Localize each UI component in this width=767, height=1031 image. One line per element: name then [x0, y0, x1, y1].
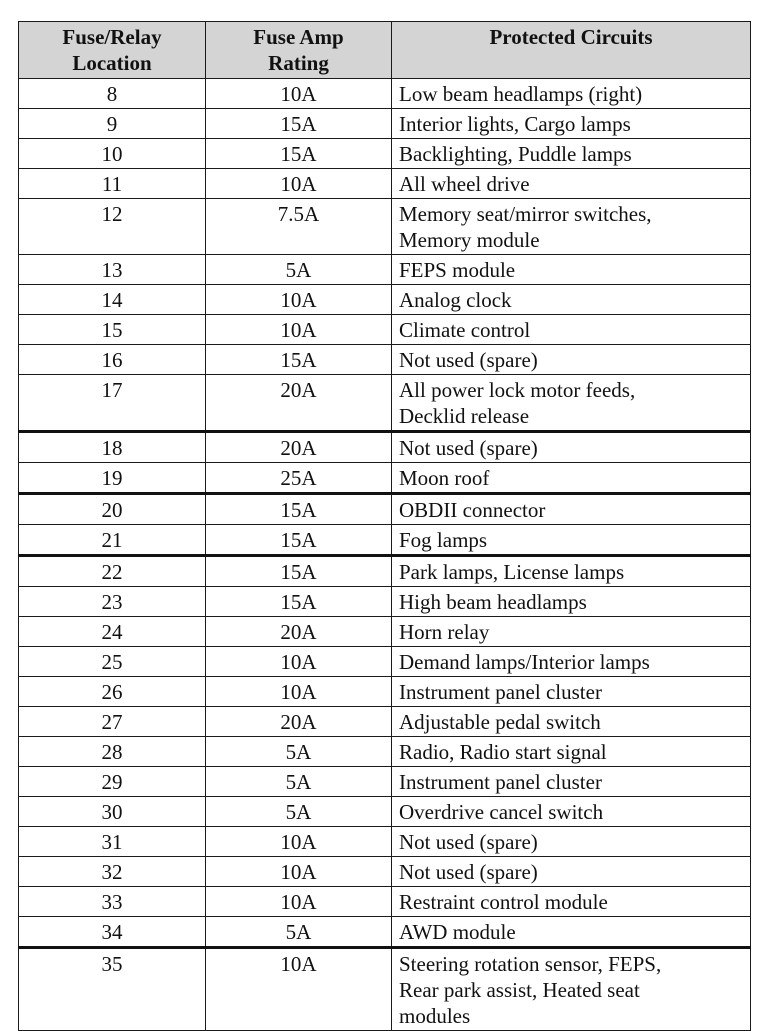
- circuit-line: Adjustable pedal switch: [399, 710, 601, 734]
- table-row: [19, 79, 751, 109]
- cell-location: 9: [19, 109, 206, 139]
- cell-amp-rating: 10A: [206, 677, 392, 707]
- circuit-line: Fog lamps: [399, 528, 488, 552]
- cell-location: 30: [19, 797, 206, 827]
- cell-protected-circuits: [392, 797, 751, 827]
- table-row: [19, 199, 751, 255]
- cell-amp-rating: 5A: [206, 797, 392, 827]
- table-row: [19, 494, 751, 525]
- circuit-line: Memory module: [399, 228, 540, 252]
- cell-protected-circuits: [392, 345, 751, 375]
- cell-protected-circuits: [392, 767, 751, 797]
- table-row: [19, 556, 751, 587]
- cell-amp-rating: 10A: [206, 315, 392, 345]
- cell-location: 15: [19, 315, 206, 345]
- table-row: [19, 525, 751, 556]
- cell-location: 24: [19, 617, 206, 647]
- cell-amp-rating: 20A: [206, 432, 392, 463]
- circuit-line: Steering rotation sensor, FEPS,: [399, 952, 662, 976]
- header-row: [19, 22, 751, 79]
- cell-location: 35: [19, 948, 206, 1031]
- cell-protected-circuits: [392, 707, 751, 737]
- table-row: [19, 432, 751, 463]
- cell-protected-circuits: [392, 432, 751, 463]
- cell-protected-circuits: [392, 139, 751, 169]
- fuse-table: [18, 21, 751, 1031]
- table-row: [19, 375, 751, 432]
- cell-amp-rating: 15A: [206, 525, 392, 556]
- cell-protected-circuits: [392, 737, 751, 767]
- cell-protected-circuits: [392, 169, 751, 199]
- cell-protected-circuits: [392, 617, 751, 647]
- circuit-line: Demand lamps/Interior lamps: [399, 650, 650, 674]
- cell-location: 32: [19, 857, 206, 887]
- circuit-line: Park lamps, License lamps: [399, 560, 625, 584]
- circuit-line: Not used (spare): [399, 860, 538, 884]
- cell-amp-rating: 10A: [206, 79, 392, 109]
- header-location-line-1: Fuse/Relay: [62, 25, 162, 49]
- cell-protected-circuits: [392, 647, 751, 677]
- cell-location: 18: [19, 432, 206, 463]
- cell-protected-circuits: [392, 525, 751, 556]
- circuit-line: FEPS module: [399, 258, 516, 282]
- cell-amp-rating: 25A: [206, 463, 392, 494]
- circuit-line: modules: [399, 1004, 471, 1028]
- cell-location: 12: [19, 199, 206, 255]
- header-location: [19, 22, 206, 79]
- circuit-line: Memory seat/mirror switches,: [399, 202, 652, 226]
- table-row: [19, 948, 751, 1031]
- cell-amp-rating: 10A: [206, 948, 392, 1031]
- cell-location: 16: [19, 345, 206, 375]
- circuit-line: Instrument panel cluster: [399, 680, 602, 704]
- cell-location: 14: [19, 285, 206, 315]
- cell-location: 11: [19, 169, 206, 199]
- table-row: [19, 285, 751, 315]
- table-row: [19, 647, 751, 677]
- cell-amp-rating: 10A: [206, 827, 392, 857]
- cell-amp-rating: 15A: [206, 556, 392, 587]
- table-row: [19, 617, 751, 647]
- cell-amp-rating: 5A: [206, 255, 392, 285]
- cell-location: 33: [19, 887, 206, 917]
- cell-protected-circuits: [392, 375, 751, 432]
- table-row: [19, 109, 751, 139]
- circuit-line: Decklid release: [399, 404, 530, 428]
- cell-protected-circuits: [392, 79, 751, 109]
- cell-location: 20: [19, 494, 206, 525]
- circuit-line: Horn relay: [399, 620, 490, 644]
- circuit-line: Climate control: [399, 318, 531, 342]
- circuit-line: All power lock motor feeds,: [399, 378, 636, 402]
- table-row: [19, 315, 751, 345]
- table-row: [19, 797, 751, 827]
- header-location-line-2: Location: [72, 51, 152, 75]
- circuit-line: Overdrive cancel switch: [399, 800, 604, 824]
- cell-amp-rating: 10A: [206, 647, 392, 677]
- circuit-line: Low beam headlamps (right): [399, 82, 643, 106]
- cell-amp-rating: 5A: [206, 767, 392, 797]
- cell-amp-rating: 15A: [206, 587, 392, 617]
- circuit-line: Analog clock: [399, 288, 512, 312]
- cell-location: 26: [19, 677, 206, 707]
- cell-location: 23: [19, 587, 206, 617]
- cell-location: 34: [19, 917, 206, 948]
- table-body: [19, 79, 751, 1031]
- table-row: [19, 827, 751, 857]
- cell-protected-circuits: [392, 315, 751, 345]
- cell-amp-rating: 20A: [206, 375, 392, 432]
- cell-protected-circuits: [392, 587, 751, 617]
- circuit-line: High beam headlamps: [399, 590, 587, 614]
- circuit-line: Backlighting, Puddle lamps: [399, 142, 632, 166]
- cell-protected-circuits: [392, 677, 751, 707]
- cell-location: 21: [19, 525, 206, 556]
- header-amp: [206, 22, 392, 79]
- cell-amp-rating: 7.5A: [206, 199, 392, 255]
- table-header: [19, 22, 751, 79]
- header-circuits: Protected Circuits: [392, 22, 751, 79]
- table-row: [19, 677, 751, 707]
- cell-location: 27: [19, 707, 206, 737]
- table-row: [19, 255, 751, 285]
- table-row: [19, 139, 751, 169]
- cell-protected-circuits: [392, 285, 751, 315]
- cell-location: 13: [19, 255, 206, 285]
- table-row: [19, 887, 751, 917]
- cell-amp-rating: 10A: [206, 169, 392, 199]
- header-amp-line-1: Fuse Amp: [253, 25, 344, 49]
- table-row: [19, 707, 751, 737]
- cell-protected-circuits: [392, 827, 751, 857]
- cell-protected-circuits: [392, 948, 751, 1031]
- circuit-line: Restraint control module: [399, 890, 608, 914]
- table-row: [19, 169, 751, 199]
- cell-protected-circuits: [392, 199, 751, 255]
- table-row: [19, 345, 751, 375]
- cell-amp-rating: 10A: [206, 285, 392, 315]
- circuit-line: Interior lights, Cargo lamps: [399, 112, 631, 136]
- cell-location: 22: [19, 556, 206, 587]
- circuit-line: Not used (spare): [399, 830, 538, 854]
- circuit-line: Moon roof: [399, 466, 490, 490]
- cell-protected-circuits: [392, 494, 751, 525]
- cell-location: 8: [19, 79, 206, 109]
- cell-amp-rating: 15A: [206, 139, 392, 169]
- table-row: [19, 917, 751, 948]
- cell-location: 10: [19, 139, 206, 169]
- circuit-line: AWD module: [399, 920, 516, 944]
- cell-amp-rating: 20A: [206, 707, 392, 737]
- cell-protected-circuits: [392, 857, 751, 887]
- table-row: [19, 587, 751, 617]
- table-row: [19, 737, 751, 767]
- cell-amp-rating: 15A: [206, 109, 392, 139]
- cell-location: 25: [19, 647, 206, 677]
- circuit-line: OBDII connector: [399, 498, 546, 522]
- cell-protected-circuits: [392, 556, 751, 587]
- cell-location: 29: [19, 767, 206, 797]
- cell-protected-circuits: [392, 109, 751, 139]
- cell-protected-circuits: [392, 255, 751, 285]
- cell-location: 17: [19, 375, 206, 432]
- table-row: [19, 767, 751, 797]
- cell-location: 19: [19, 463, 206, 494]
- circuit-line: Not used (spare): [399, 436, 538, 460]
- cell-amp-rating: 15A: [206, 494, 392, 525]
- cell-protected-circuits: [392, 917, 751, 948]
- circuit-line: Radio, Radio start signal: [399, 740, 607, 764]
- cell-amp-rating: 5A: [206, 917, 392, 948]
- cell-amp-rating: 20A: [206, 617, 392, 647]
- cell-location: 31: [19, 827, 206, 857]
- cell-amp-rating: 15A: [206, 345, 392, 375]
- circuit-line: Not used (spare): [399, 348, 538, 372]
- cell-amp-rating: 10A: [206, 887, 392, 917]
- header-amp-line-2: Rating: [268, 51, 329, 75]
- cell-protected-circuits: [392, 463, 751, 494]
- table-row: [19, 463, 751, 494]
- cell-protected-circuits: [392, 887, 751, 917]
- circuit-line: Rear park assist, Heated seat: [399, 978, 640, 1002]
- circuit-line: All wheel drive: [399, 172, 530, 196]
- circuit-line: Instrument panel cluster: [399, 770, 602, 794]
- cell-amp-rating: 5A: [206, 737, 392, 767]
- cell-location: 28: [19, 737, 206, 767]
- table-row: [19, 857, 751, 887]
- cell-amp-rating: 10A: [206, 857, 392, 887]
